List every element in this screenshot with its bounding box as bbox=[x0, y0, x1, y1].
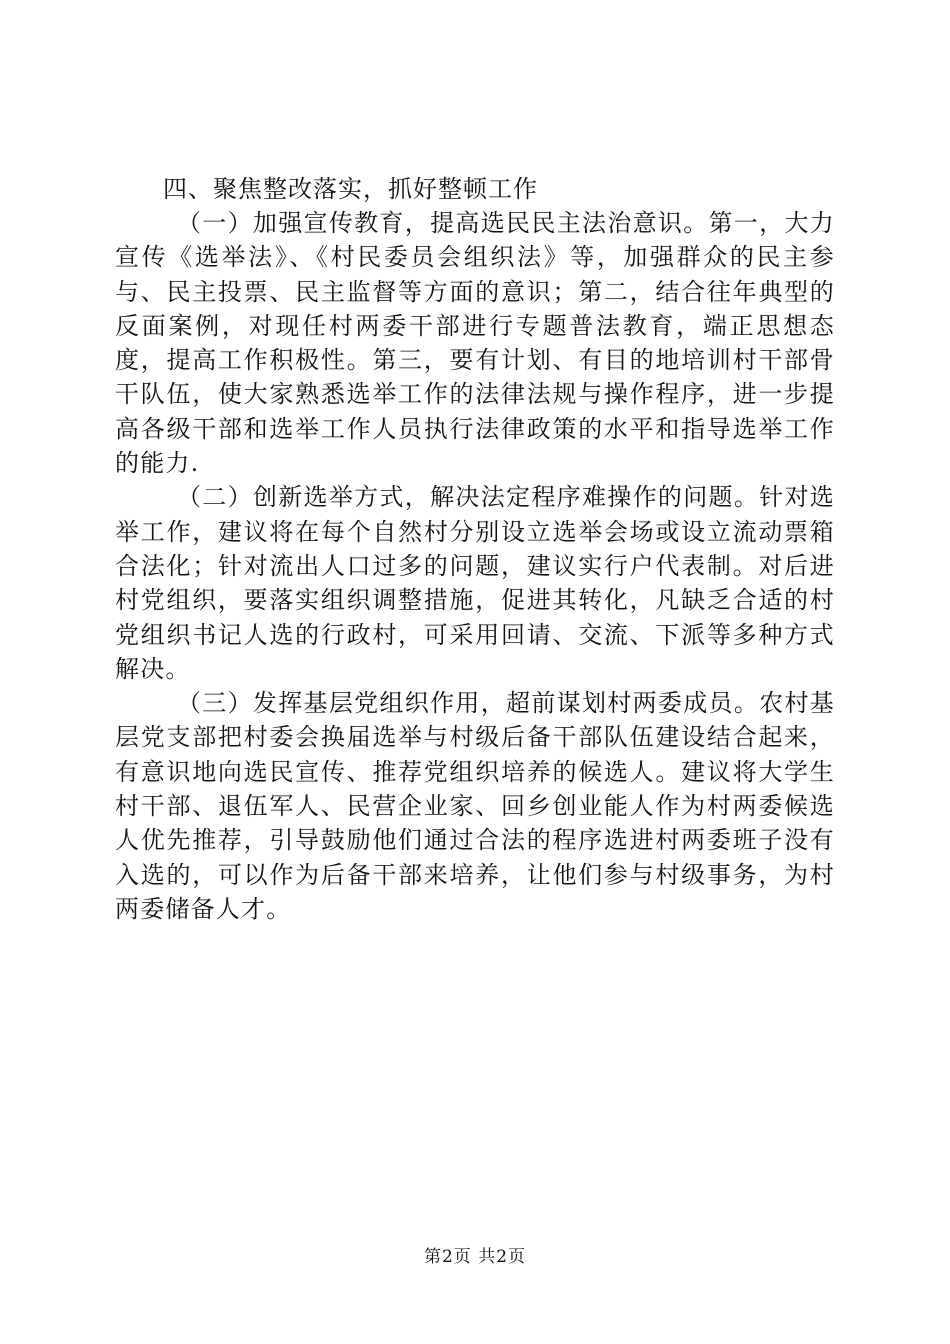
paragraph-3: （三）发挥基层党组织作用，超前谋划村两委成员。农村基层党支部把村委会换届选举与村级后备干部队伍建设结合起来，有意识地向选民宣传、推荐党组织培养的候选人。建议将大学生村干部、退伍军人、民营企业家、回乡创业能人作为村两委候选人优先推荐，引导鼓励他们通过合法的程序选进村两委班子没有入选的，可以作为后备干部来培养，让他们参与村级事务，为村两委储备人才。 bbox=[115, 689, 835, 923]
paragraph-1: （一）加强宣传教育，提高选民民主法治意识。第一，大力宣传《选举法》、《村民委员会组织法》等，加强群众的民主参与、民主投票、民主监督等方面的意识；第二，结合往年典型的反面案例，对现任村两委干部进行专题普法教育，端正思想态度，提高工作积极性。第三，要有计划、有目的地培训村干部骨干队伍，使大家熟悉选举工作的法律法规与操作程序，进一步提高各级干部和选举工作人员执行法律政策的水平和指导选举工作的能力. bbox=[115, 209, 835, 478]
page-footer: 第2页 共2页 bbox=[423, 1247, 527, 1267]
paragraph-2: （二）创新选举方式，解决法定程序难操作的问题。针对选举工作，建议将在每个自然村分别设立选举会场或设立流动票箱合法化；针对流出人口过多的问题，建议实行户代表制。对后进村党组织，要落实组织调整措施，促进其转化，凡缺乏合适的村党组织书记人选的行政村，可采用回请、交流、下派等多种方式解决。 bbox=[115, 483, 835, 683]
section-heading: 四、聚焦整改落实，抓好整顿工作 bbox=[163, 175, 538, 203]
document-body bbox=[115, 172, 835, 926]
